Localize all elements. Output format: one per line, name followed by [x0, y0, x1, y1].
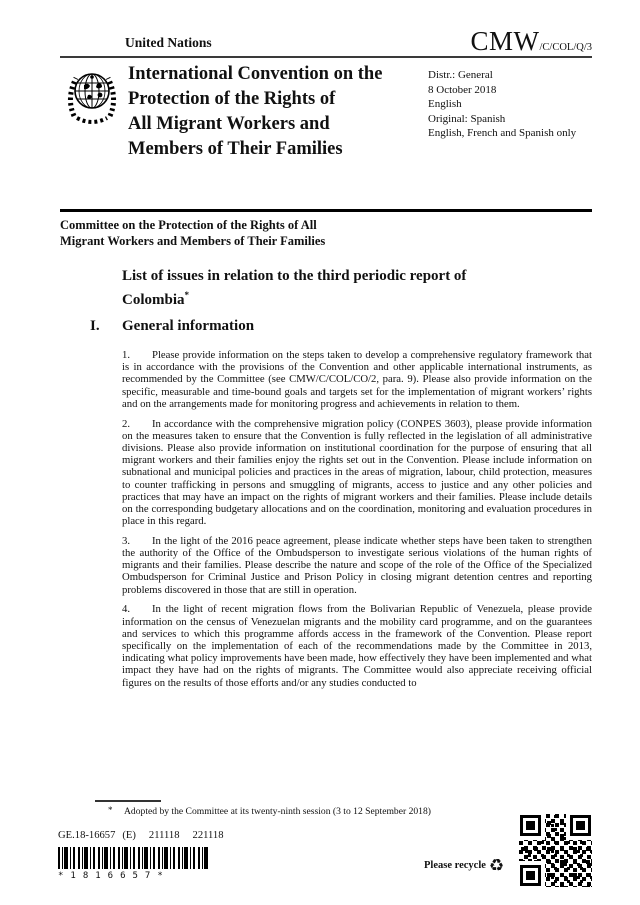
paragraph-text: In accordance with the comprehensive migration policy (CONPES 3603), please provide information on the measures taken to ensure that the Convention is fully reflected in the legislation of all administrative divisions. Please also provide information on institutional coordination for the purpose of ensuring that all migrant workers and their families enjoy the rights set out in the Convention. Please include information on subnational and municipal policies and practices in the areas of migration, labour, child protection, measures to counter trafficking in persons and smuggling of migrants, access to justice and any other policies and practices that may have an impact on the rights of migrant workers and their families. Please include details on the corresponding budgetary allocations and on the coordination, monitoring and evaluation procedures in place in this regard. — [122, 417, 592, 528]
qr-code — [519, 814, 592, 892]
paragraph-text: In the light of recent migration flows from the Bolivarian Republic of Venezuela, please provide information on the census of Venezuelan migrants and the mobility card programme, and on the guarantees and services to which this programme affords access in the framework of the Convention. Please report specifically on the implementation of each of the recommendations made by the Committee in 2013, indicating what policy improvements have been made, how effectively they have been implemented and what impact they have had on the rights of migrants. The Committee would also appreciate receiving official figures on the results of those efforts and/or any studies conducted to — [122, 603, 592, 689]
committee-heading-line: Migrant Workers and Members of Their Families — [60, 233, 326, 248]
distribution-info — [428, 68, 598, 141]
convention-title — [128, 62, 418, 162]
paragraph-number: 3. — [122, 534, 131, 547]
committee-heading-line: Committee on the Protection of the Rights of All — [60, 218, 317, 232]
header-divider — [60, 56, 592, 58]
date-code: 211118 — [148, 830, 180, 841]
paragraph — [122, 603, 592, 688]
barcode-text: *1816657* — [58, 871, 170, 881]
paragraph-number: 4. — [122, 603, 131, 616]
convention-title-line: All Migrant Workers and — [128, 114, 330, 134]
convention-title-line: Protection of the Rights of — [128, 89, 336, 109]
paragraph — [122, 418, 592, 528]
footnote — [108, 805, 538, 817]
paragraph-text: Please provide information on the steps taken to develop a comprehensive regulatory framework that is in accordance with the provisions of the Convention and other applicable international instruments, as recommended by the Committee (see CMW/C/COL/CO/2, para. 9). Please also provide information on the specific, measurable and time-bound goals and targets set for the implementation of migrant workers’ rights and on the arrangements made for monitoring progress and achievements in relation to them. — [122, 349, 592, 410]
document-language: English — [428, 98, 462, 111]
body-text — [122, 349, 592, 696]
ge-number: GE.18-16657 — [58, 830, 116, 841]
recycle-icon: ♻ — [488, 856, 505, 875]
distribution-type: Distr.: General — [428, 69, 493, 81]
footnote-divider — [95, 800, 161, 802]
paragraph-number: 2. — [122, 417, 131, 430]
paragraph — [122, 535, 592, 596]
document-symbol-suffix: /C/COL/Q/3 — [539, 42, 592, 53]
ge-number-line — [58, 830, 237, 841]
section-number: I. — [90, 318, 100, 334]
date-code: 221118 — [192, 830, 224, 841]
footnote-text: Adopted by the Committee at its twenty-ninth session (3 to 12 September 2018) — [124, 806, 431, 817]
committee-heading — [60, 218, 420, 249]
original-language: Original: Spanish — [428, 112, 506, 125]
recycle-label: Please recycle — [424, 860, 486, 871]
paragraph — [122, 349, 592, 410]
document-symbol-main: CMW — [470, 26, 540, 56]
page-title-line: Colombia* — [122, 290, 190, 308]
barcode — [58, 847, 210, 869]
section-heading — [90, 318, 560, 335]
paragraph-text: In the light of the 2016 peace agreement, please indicate whether steps have been taken to strengthen the authority of the Office of the Ombudsperson to investigate serious violations of the human rights of migrants and their families. Please describe the nature and scope of the role of the Office of the Specialized Ombudsperson for Criminal Justice and Prison Policy in closing migrant detention centres and reporting problems discovered in those that are still in operation. — [122, 534, 592, 596]
page-title-line: List of issues in relation to the third periodic report of — [122, 268, 467, 284]
masthead-divider — [60, 209, 592, 212]
footnote-marker: * — [108, 805, 113, 815]
page-title — [122, 267, 582, 310]
document-symbol — [470, 26, 592, 57]
paragraph-number: 1. — [122, 349, 131, 361]
un-emblem-icon — [64, 64, 120, 131]
title-footnote-marker: * — [184, 290, 190, 300]
recycle-notice — [424, 856, 504, 876]
document-date: 8 October 2018 — [428, 83, 497, 96]
convention-title-line: Members of Their Families — [128, 139, 343, 159]
language-code: (E) — [122, 830, 136, 841]
org-name: United Nations — [125, 35, 212, 50]
convention-title-line: International Convention on the — [128, 64, 383, 84]
language-availability: English, French and Spanish only — [428, 127, 577, 140]
section-title: General information — [122, 318, 255, 334]
